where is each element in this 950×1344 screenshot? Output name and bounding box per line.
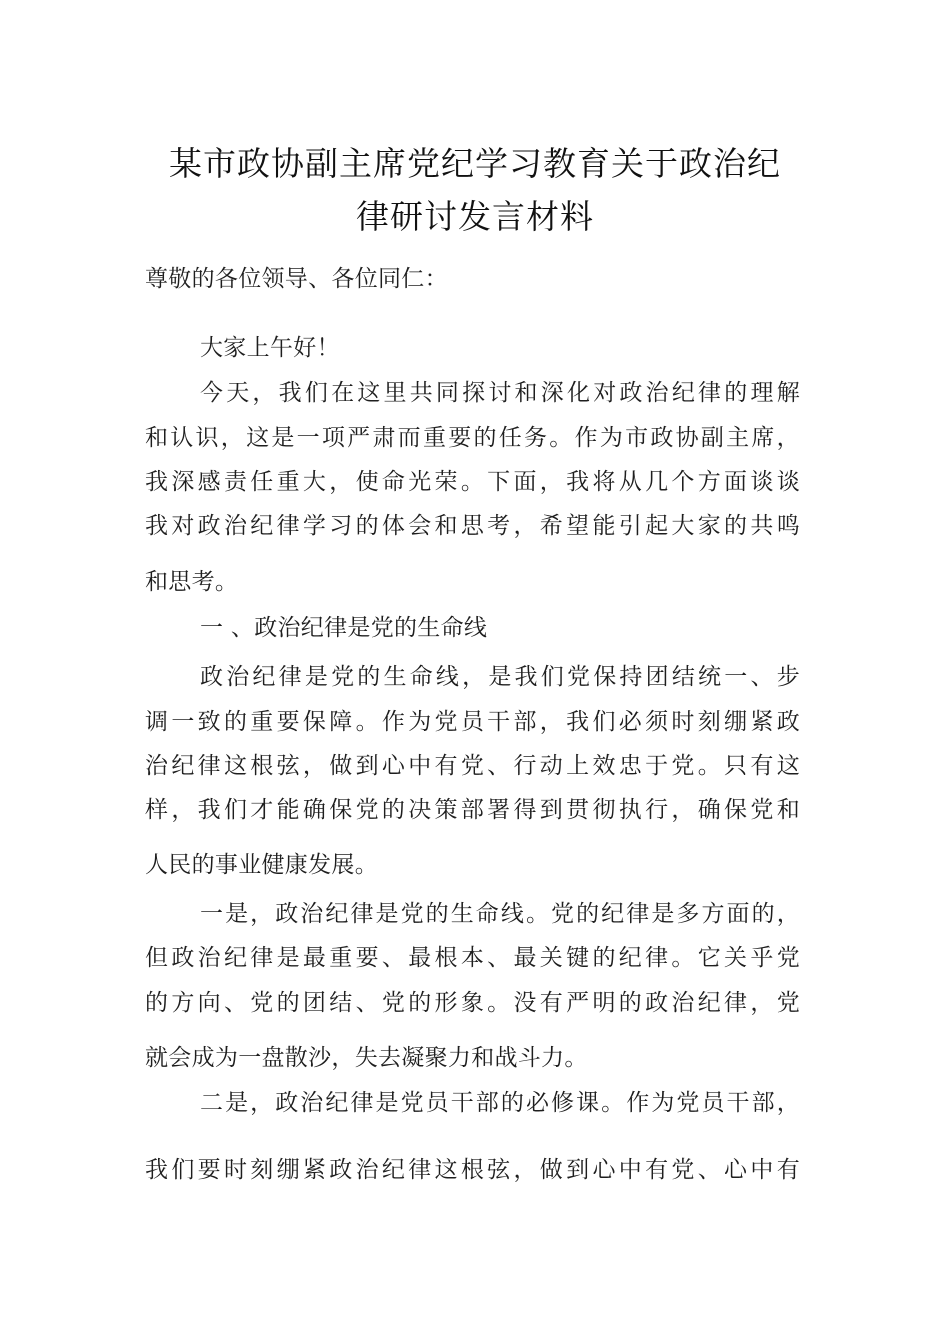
paragraph-line: 政治纪律是党的生命线，是我们党保持团结统一、步 bbox=[200, 664, 800, 690]
paragraph-line: 和思考。 bbox=[145, 569, 239, 595]
document-title-line-2: 律研讨发言材料 bbox=[356, 197, 594, 236]
paragraph-line: 二是，政治纪律是党员干部的必修课。作为党员干部， bbox=[200, 1090, 800, 1116]
paragraph-line: 就会成为一盘散沙，失去凝聚力和战斗力。 bbox=[145, 1045, 588, 1071]
paragraph-line: 样，我们才能确保党的决策部署得到贯彻执行，确保党和 bbox=[145, 797, 800, 823]
paragraph-line: 调一致的重要保障。作为党员干部，我们必须时刻绷紧政 bbox=[145, 709, 800, 735]
section-heading: 一 、政治纪律是党的生命线 bbox=[200, 615, 488, 641]
paragraph-line: 人民的事业健康发展。 bbox=[145, 852, 378, 878]
greeting: 大家上午好！ bbox=[200, 335, 340, 361]
paragraph-line: 一是，政治纪律是党的生命线。党的纪律是多方面的， bbox=[200, 901, 800, 927]
paragraph-line: 我深感责任重大，使命光荣。下面，我将从几个方面谈谈 bbox=[145, 469, 800, 495]
paragraph-line: 今天，我们在这里共同探讨和深化对政治纪律的理解 bbox=[200, 380, 800, 406]
paragraph-line: 治纪律这根弦，做到心中有党、行动上效忠于党。只有这 bbox=[145, 753, 800, 779]
paragraph-line: 但政治纪律是最重要、最根本、最关键的纪律。它关乎党 bbox=[145, 945, 800, 971]
paragraph-line: 和认识，这是一项严肃而重要的任务。作为市政协副主席， bbox=[145, 425, 800, 451]
paragraph-line: 我们要时刻绷紧政治纪律这根弦，做到心中有党、心中有 bbox=[145, 1157, 800, 1183]
salutation: 尊敬的各位领导、各位同仁： bbox=[145, 266, 448, 292]
document-title-line-1: 某市政协副主席党纪学习教育关于政治纪 bbox=[169, 144, 781, 183]
paragraph-line: 我对政治纪律学习的体会和思考，希望能引起大家的共鸣 bbox=[145, 513, 800, 539]
paragraph-line: 的方向、党的团结、党的形象。没有严明的政治纪律，党 bbox=[145, 990, 800, 1016]
